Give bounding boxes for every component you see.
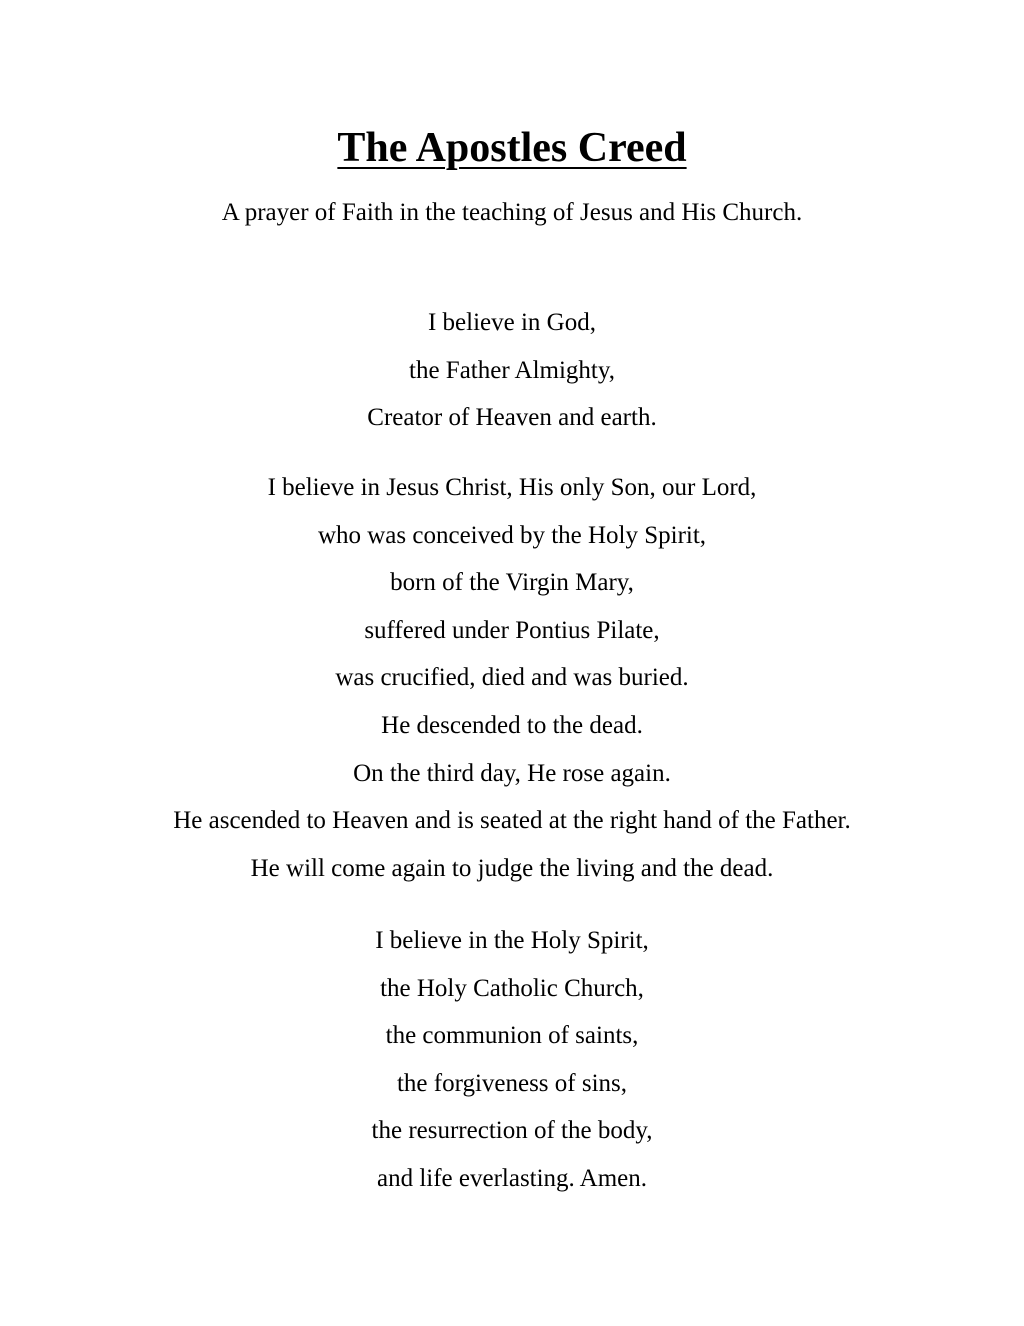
document-subtitle: A prayer of Faith in the teaching of Jesus and His Church.	[221, 199, 803, 226]
creed-line: and life everlasting. Amen.	[376, 1164, 648, 1192]
creed-line: I believe in Jesus Christ, His only Son, our Lord,	[267, 474, 757, 501]
creed-line: the communion of saints,	[385, 1022, 639, 1050]
creed-line: the forgiveness of sins,	[396, 1069, 628, 1097]
creed-line: suffered under Pontius Pilate,	[364, 616, 660, 644]
creed-line: Creator of Heaven and earth.	[367, 404, 657, 432]
creed-stanza-jesus-christ	[0, 464, 1024, 892]
creed-line: He descended to the dead.	[381, 711, 643, 739]
creed-line: I believe in the Holy Spirit,	[375, 927, 649, 954]
creed-line: He ascended to Heaven and is seated at the right hand of the Father.	[173, 807, 851, 835]
creed-line: I believe in God,	[427, 309, 596, 336]
creed-stanza-holy-spirit	[0, 917, 1024, 1203]
creed-line: born of the Virgin Mary,	[390, 569, 634, 597]
creed-line: the resurrection of the body,	[371, 1117, 653, 1145]
document-title: The Apostles Creed	[337, 125, 687, 171]
creed-line: On the third day, He rose again.	[353, 759, 671, 787]
creed-stanza-god-the-father	[0, 299, 1024, 442]
creed-line: the Father Almighty,	[409, 356, 615, 384]
creed-line: was crucified, died and was buried.	[335, 664, 689, 692]
creed-line: who was conceived by the Holy Spirit,	[317, 521, 707, 549]
creed-line: He will come again to judge the living and the dead.	[250, 854, 774, 882]
creed-line: the Holy Catholic Church,	[380, 974, 644, 1002]
